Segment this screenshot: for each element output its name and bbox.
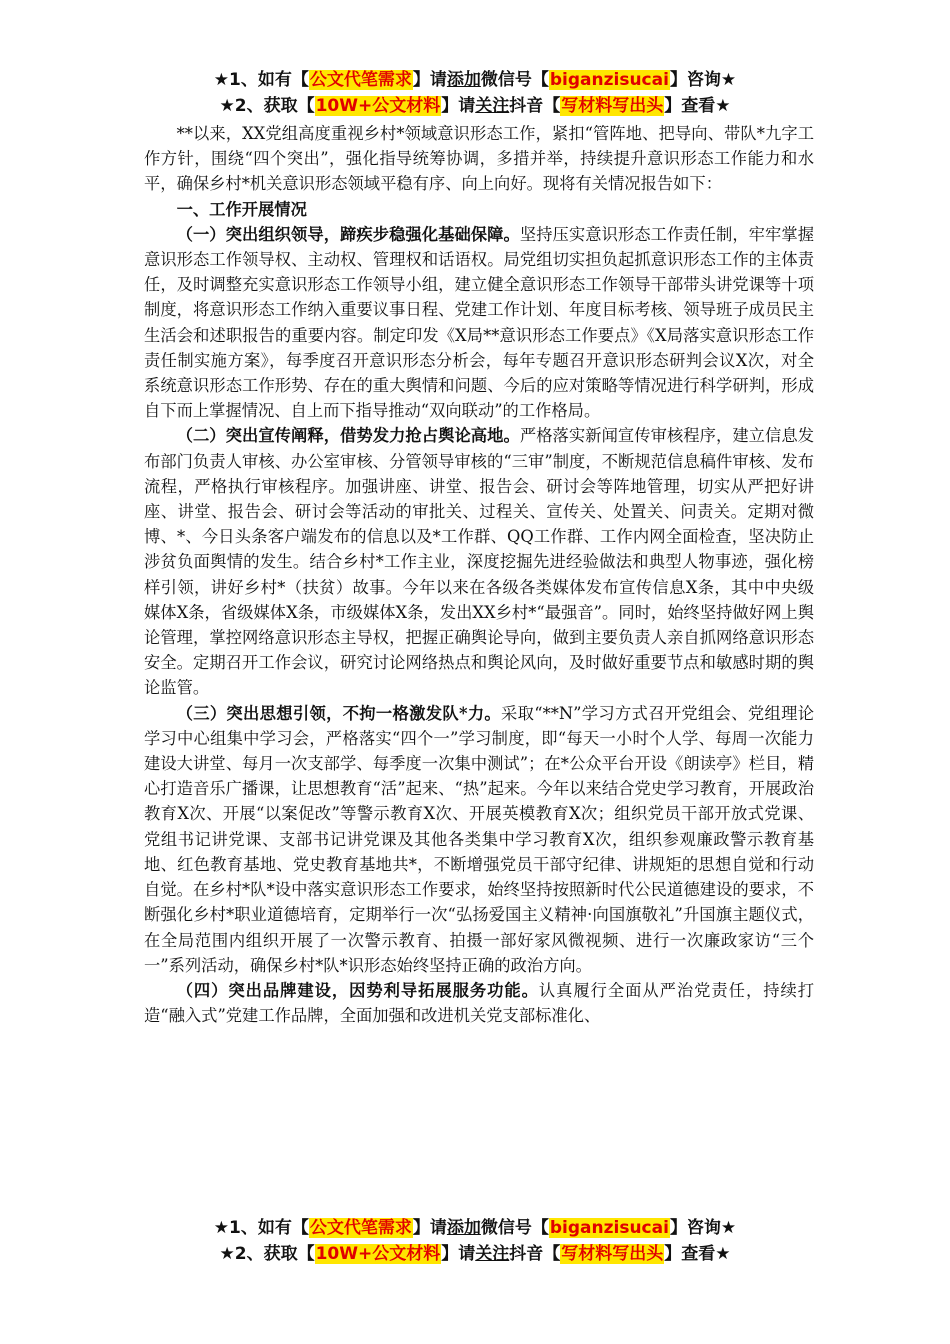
- paragraph-4: [144, 978, 814, 1028]
- footer-promo-line-1: [0, 1216, 950, 1242]
- paragraph-3: [144, 701, 814, 978]
- footer-promo: [0, 1216, 950, 1268]
- paragraph-lead: （四）突出品牌建设，因势利导拓展服务功能。: [176, 980, 539, 1000]
- paragraph-lead: （一）突出组织领导，蹄疾步稳强化基础保障。: [176, 224, 520, 244]
- header-promo-line-2: [0, 94, 950, 120]
- promo-highlight: biganzisucai: [549, 1218, 669, 1238]
- paragraph-lead: （三）突出思想引领，不拘一格激发队*力。: [176, 703, 502, 723]
- promo-text: 】请: [441, 96, 476, 116]
- promo-highlight: 写材料写出头: [561, 96, 664, 116]
- promo-text: 微信号【: [480, 1218, 549, 1238]
- promo-highlight: 10W+公文材料: [315, 1244, 441, 1264]
- promo-underlined-text: 关注: [475, 96, 510, 116]
- promo-text: ★1、如有【: [213, 70, 309, 90]
- promo-text: 微信号【: [480, 70, 549, 90]
- promo-highlight: 写材料写出头: [561, 1244, 664, 1264]
- promo-underlined-text: 关注: [475, 1244, 510, 1264]
- promo-highlight: 10W+公文材料: [315, 96, 441, 116]
- paragraph-body: 认真履行全面从严治党责任，持续打造“融入式”党建工作品牌，全面加强和改进机关党支部标准化、: [144, 980, 814, 1026]
- promo-highlight: 公文代笔需求: [309, 1218, 412, 1238]
- promo-text: ★2、获取【: [219, 1244, 315, 1264]
- paragraph-lead: （二）突出宣传阐释，借势发力抢占舆论高地。: [176, 426, 520, 446]
- promo-text: 抖音【: [509, 1244, 561, 1264]
- footer-promo-line-2: [0, 1242, 950, 1268]
- header-promo: [0, 68, 950, 120]
- intro-paragraph: **以来，XX党组高度重视乡村*领域意识形态工作，紧扣“管阵地、把导向、带队*九字工作方针，围绕“四个突出”，强化指导统筹协调，多措并举，持续提升意识形态工作能力和水平，确保乡村*机关意识形态领域平稳有序、向上向好。现将有关情况报告如下：: [144, 124, 814, 194]
- document-body: [144, 121, 814, 1028]
- paragraph-body: 坚持压实意识形态工作责任制，牢牢掌握意识形态工作领导权、主动权、管理权和话语权。局党组切实担负起抓意识形态工作的主体责任，及时调整充实意识形态工作领导小组，建立健全意识形态工作领导干部带头讲党课等十项制度，将意识形态工作纳入重要议事日程、党建工作计划、年度目标考核、领导班子成员民主生活会和述职报告的重要内容。制定印发《X局**意识形态工作要点》《X局落实意识形态工作责任制实施方案》，每季度召开意识形态分析会，每年专题召开意识形态研判会议X次，对全系统意识形态工作形势、存在的重大舆情和问题、今后的应对策略等情况进行科学研判，形成自下而上掌握情况、自上而下指导推动“双向联动”的工作格局。: [144, 224, 814, 421]
- promo-text: 】查看★: [664, 1244, 731, 1264]
- promo-text: 抖音【: [509, 96, 561, 116]
- promo-text: 】咨询★: [669, 70, 737, 90]
- promo-highlight: 公文代笔需求: [309, 70, 412, 90]
- paragraph-body: 严格落实新闻宣传审核程序，建立信息发布部门负责人审核、办公室审核、分管领导审核的“三审”制度，不断规范信息稿件审核、发布流程，严格执行审核程序。加强讲座、讲堂、报告会、研讨会等阵地管理，切实从严把好讲座、讲堂、报告会、研讨会等活动的审批关、过程关、宣传关、处置关、问责关。定期对微博、*、今日头条客户端发布的信息以及*工作群、QQ工作群、工作内网全面检查，坚决防止涉贫负面舆情的发生。结合乡村*工作主业，深度挖掘先进经验做法和典型人物事迹，强化榜样引领，讲好乡村*（扶贫）故事。今年以来在各级各类媒体发布宣传信息X条，其中中央级媒体X条，省级媒体X条，市级媒体X条，发出XX乡村*“最强音”。同时，始终坚持做好网上舆论管理，掌控网络意识形态主导权，把握正确舆论导向，做到主要负责人亲自抓网络意识形态安全。定期召开工作会议，研究讨论网络热点和舆论风向，及时做好重要节点和敏感时期的舆论监管。: [144, 426, 814, 698]
- promo-text: ★1、如有【: [213, 1218, 309, 1238]
- promo-underlined-text: 添加: [446, 70, 481, 90]
- promo-underlined-text: 添加: [446, 1218, 481, 1238]
- header-promo-line-1: [0, 68, 950, 94]
- promo-text: 】咨询★: [669, 1218, 737, 1238]
- promo-text: 】请: [412, 70, 447, 90]
- promo-text: 】查看★: [664, 96, 731, 116]
- promo-highlight: biganzisucai: [549, 70, 669, 90]
- paragraph-1: [144, 222, 814, 424]
- promo-text: 】请: [441, 1244, 476, 1264]
- promo-text: ★2、获取【: [219, 96, 315, 116]
- paragraph-body: 采取“**N”学习方式召开党组会、党组理论学习中心组集中学习会，严格落实“四个一”学习制度，即“每天一小时个人学、每周一次能力建设大讲堂、每月一次支部学、每季度一次集中测试”；在*公众平台开设《朗读亭》栏目，精心打造音乐广播课，让思想教育“活”起来、“热”起来。今年以来结合党史学习教育，开展政治教育X次、开展“以案促改”等警示教育X次、开展英模教育X次；组织党员干部开放式党课、党组书记讲党课、支部书记讲党课及其他各类集中学习教育X次，组织参观廉政警示教育基地、红色教育基地、党史教育基地共*，不断增强党员干部守纪律、讲规矩的思想自觉和行动自觉。在乡村*队*设中落实意识形态工作要求，始终坚持按照新时代公民道德建设的要求，不断强化乡村*职业道德培育，定期举行一次“弘扬爱国主义精神·向国旗敬礼”升国旗主题仪式，在全局范围内组织开展了一次警示教育、拍摄一部好家风微视频、进行一次廉政家访“三个一”系列活动，确保乡村*队*识形态始终坚持正确的政治方向。: [144, 703, 814, 975]
- paragraph-2: [144, 423, 814, 700]
- promo-text: 】请: [412, 1218, 447, 1238]
- section-heading: 一、工作开展情况: [176, 199, 307, 219]
